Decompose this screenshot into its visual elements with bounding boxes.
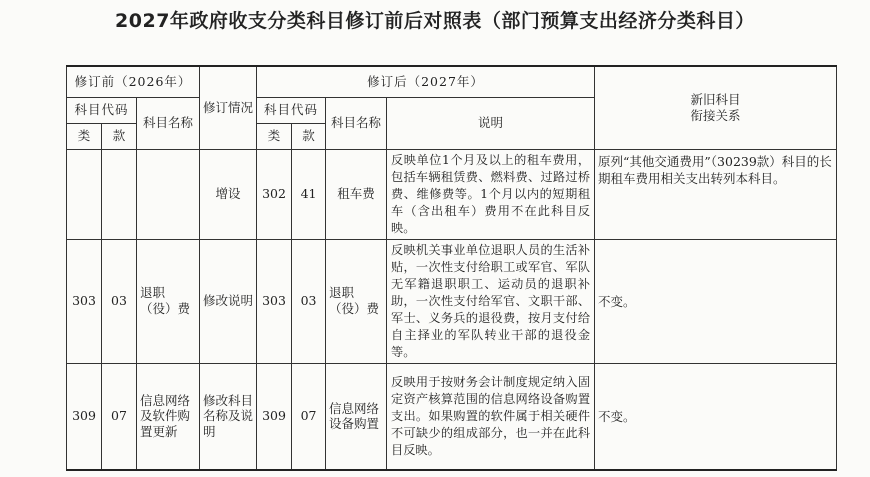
cell-description: 反映单位1个月及以上的租车费用，包括车辆租赁费、燃料费、过路过桥费、维修费等。1个月以内的短期租车（含出租车）费用不在此科目反映。 (387, 149, 595, 239)
header-before-lei: 类 (67, 123, 102, 149)
cell-after-name: 退职（役）费 (326, 239, 387, 363)
cell-after-name: 租车费 (326, 149, 387, 239)
cell-before-name: 信息网络及软件购置更新 (137, 363, 200, 470)
cell-before-kuan (102, 149, 137, 239)
cell-before-lei: 303 (67, 239, 102, 363)
header-after-name: 科目名称 (326, 97, 387, 149)
cell-after-kuan: 41 (292, 149, 326, 239)
table-row (67, 239, 837, 363)
header-before-group: 修订前（2026年） (67, 66, 200, 97)
header-description: 说明 (387, 97, 595, 149)
table-row (67, 149, 837, 239)
header-after-lei: 类 (257, 123, 292, 149)
cell-before-kuan: 03 (102, 239, 137, 363)
cell-after-kuan: 03 (292, 239, 326, 363)
cell-description: 反映机关事业单位退职人员的生活补贴，一次性支付给职工或军官、军队无军籍退职职工、运动员的退职补助，一次性支付给军官、文职干部、军士、义务兵的退役费，按月支付给自主择业的军队转业干部的退役金等。 (387, 239, 595, 363)
header-before-kuan: 款 (102, 123, 137, 149)
cell-after-lei: 303 (257, 239, 292, 363)
cell-before-lei (67, 149, 102, 239)
cell-after-name: 信息网络设备购置 (326, 363, 387, 470)
table-row (67, 363, 837, 470)
cell-change: 修改科目名称及说明 (200, 363, 257, 470)
cell-link: 原列“其他交通费用”（30239款）科目的长期租车费用相关支出转列本科目。 (595, 149, 837, 239)
cell-link: 不变。 (595, 239, 837, 363)
header-change: 修订情况 (200, 66, 257, 149)
page-title: 2027年政府收支分类科目修订前后对照表（部门预算支出经济分类科目） (115, 10, 755, 32)
comparison-table (66, 65, 837, 471)
cell-link: 不变。 (595, 363, 837, 470)
cell-after-kuan: 07 (292, 363, 326, 470)
header-before-code: 科目代码 (67, 97, 137, 123)
header-link: 新旧科目 衔接关系 (595, 66, 837, 149)
cell-change: 增设 (200, 149, 257, 239)
cell-before-kuan: 07 (102, 363, 137, 470)
header-before-name: 科目名称 (137, 97, 200, 149)
header-after-kuan: 款 (292, 123, 326, 149)
cell-change: 修改说明 (200, 239, 257, 363)
cell-after-lei: 302 (257, 149, 292, 239)
cell-description: 反映用于按财务会计制度规定纳入固定资产核算范围的信息网络设备购置支出。如果购置的软件属于相关硬件不可缺少的组成部分，也一并在此科目反映。 (387, 363, 595, 470)
cell-before-lei: 309 (67, 363, 102, 470)
header-after-code: 科目代码 (257, 97, 326, 123)
cell-before-name (137, 149, 200, 239)
cell-after-lei: 309 (257, 363, 292, 470)
cell-before-name: 退职（役）费 (137, 239, 200, 363)
header-after-group: 修订后（2027年） (257, 66, 595, 97)
